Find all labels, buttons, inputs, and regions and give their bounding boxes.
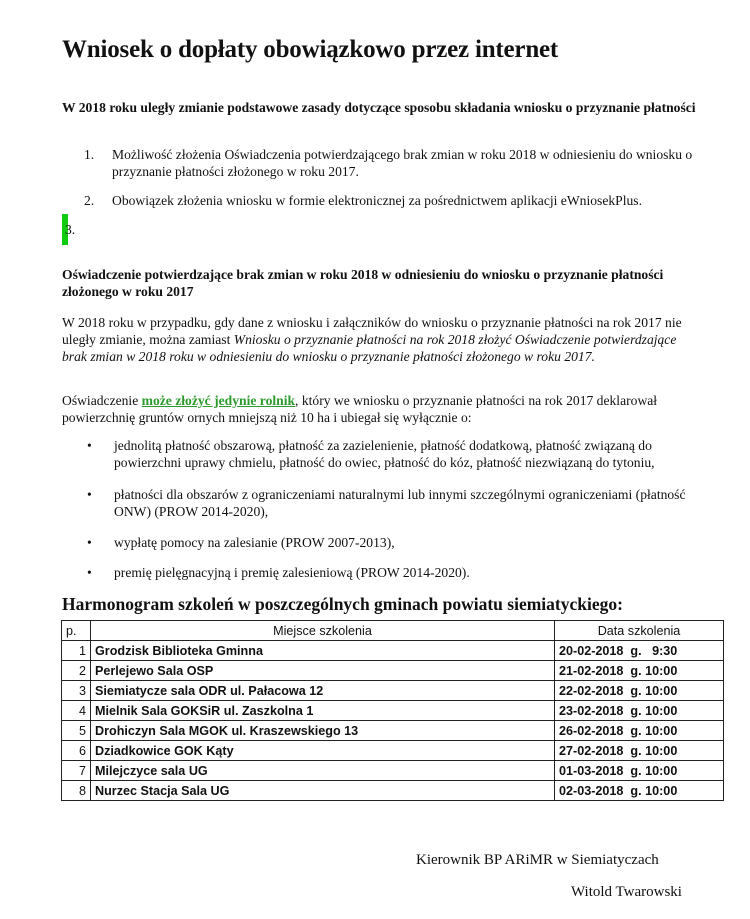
paragraph-italic-text: Wniosku o przyznanie płatności na rok 2018 złożyć Oświadczenie potwierdzające brak zmian w 2018 roku w odniesieniu do wniosku o przyznanie płatności złożonego w roku 2017.	[62, 332, 677, 364]
signature-role: Kierownik BP ARiMR w Siemiatyczach	[416, 852, 659, 868]
row-number: 7	[62, 761, 91, 781]
row-place: Drohiczyn Sala MGOK ul. Kraszewskiego 13	[91, 721, 555, 741]
list-number: 2.	[84, 193, 95, 208]
table-row	[62, 661, 724, 681]
row-number: 4	[62, 701, 91, 721]
schedule-table	[61, 620, 724, 801]
table-row	[62, 641, 724, 661]
section-heading-oswiadczenie: Oświadczenie potwierdzające brak zmian w roku 2018 w odniesieniu do wniosku o przyznanie płatności złożonego w roku 2017	[62, 267, 664, 299]
table-row	[62, 721, 724, 741]
table-header-row	[62, 621, 724, 641]
paragraph-oswiadczenie-info	[62, 314, 702, 365]
bullet-text: jednolitą płatność obszarową, płatność za zazielenienie, płatność dodatkową, płatność związaną do powierzchni uprawy chmielu, płatność do owiec, płatność do kóz, płatność niezwiązaną do tytoniu,	[114, 438, 655, 470]
bullet-item-1	[87, 437, 707, 471]
table-row	[62, 761, 724, 781]
table-row	[62, 701, 724, 721]
column-header-nr: p.	[62, 621, 91, 641]
paragraph-text: W 2018 roku w przypadku, gdy dane z wniosku i załączników do wniosku o przyznanie płatności na rok 2017 nie uległy zmianie, można zamiast	[62, 315, 682, 347]
row-place: Dziadkowice GOK Kąty	[91, 741, 555, 761]
bullet-item-4	[87, 564, 707, 581]
table-row	[62, 741, 724, 761]
row-number: 8	[62, 781, 91, 801]
page-title: Wniosek o dopłaty obowiązkowo przez internet	[62, 36, 559, 63]
row-number: 2	[62, 661, 91, 681]
row-number: 5	[62, 721, 91, 741]
row-number: 3	[62, 681, 91, 701]
schedule-heading: Harmonogram szkoleń w poszczególnych gminach powiatu siemiatyckiego:	[62, 594, 623, 614]
column-header-date: Data szkolenia	[555, 621, 724, 641]
list-item-text: Możliwość złożenia Oświadczenia potwierdzającego brak zmian w roku 2018 w odniesieniu do wniosku o przyznanie płatności złożonego w roku 2017.	[112, 147, 693, 179]
row-date: 01-03-2018 g. 10:00	[555, 761, 724, 781]
row-date: 27-02-2018 g. 10:00	[555, 741, 724, 761]
row-date: 02-03-2018 g. 10:00	[555, 781, 724, 801]
signature-name: Witold Twarowski	[571, 884, 682, 900]
paragraph-text: Oświadczenie	[62, 393, 142, 408]
row-date: 23-02-2018 g. 10:00	[555, 701, 724, 721]
bullet-text: płatności dla obszarów z ograniczeniami naturalnymi lub innymi szczególnymi ograniczeniami (płatność ONW) (PROW 2014-2020),	[114, 487, 686, 519]
table-row	[62, 781, 724, 801]
paragraph-text: , który we wniosku o przyznanie płatności na rok 2017 deklarował powierzchnię gruntów ornych mniejszą niż 10 ha i ubiegał się wyłącznie o:	[62, 393, 658, 425]
row-place: Nurzec Stacja Sala UG	[91, 781, 555, 801]
numbered-list-item-2	[84, 192, 704, 209]
row-date: 22-02-2018 g. 10:00	[555, 681, 724, 701]
bullet-text: wypłatę pomocy na zalesianie (PROW 2007-2013),	[114, 535, 395, 550]
paragraph-eligibility	[62, 392, 712, 426]
row-place: Perlejewo Sala OSP	[91, 661, 555, 681]
row-date: 26-02-2018 g. 10:00	[555, 721, 724, 741]
bullet-icon: •	[87, 565, 92, 580]
list-number: 1.	[84, 147, 95, 162]
row-number: 1	[62, 641, 91, 661]
column-header-place: Miejsce szkolenia	[91, 621, 555, 641]
bullet-item-2	[87, 486, 707, 520]
row-place: Siemiatycze sala ODR ul. Pałacowa 12	[91, 681, 555, 701]
row-date: 20-02-2018 g. 9:30	[555, 641, 724, 661]
row-date: 21-02-2018 g. 10:00	[555, 661, 724, 681]
row-number: 6	[62, 741, 91, 761]
row-place: Grodzisk Biblioteka Gminna	[91, 641, 555, 661]
table-row	[62, 681, 724, 701]
bullet-item-3	[87, 534, 707, 551]
numbered-list-item-1	[84, 146, 704, 180]
row-place: Milejczyce sala UG	[91, 761, 555, 781]
link-tylko-rolnik[interactable]: może złożyć jedynie rolnik	[141, 393, 296, 408]
bullet-icon: •	[87, 438, 92, 453]
intro-heading: W 2018 roku uległy zmianie podstawowe zasady dotyczące sposobu składania wniosku o przyznanie płatności	[62, 100, 696, 115]
bullet-icon: •	[87, 487, 92, 502]
numbered-list-item-3: 3.	[65, 222, 76, 237]
bullet-text: premię pielęgnacyjną i premię zalesieniową (PROW 2014-2020).	[114, 565, 470, 580]
list-item-text: Obowiązek złożenia wniosku w formie elektronicznej za pośrednictwem aplikacji eWniosekPlus.	[112, 193, 642, 208]
bullet-icon: •	[87, 535, 92, 550]
row-place: Mielnik Sala GOKSiR ul. Zaszkolna 1	[91, 701, 555, 721]
